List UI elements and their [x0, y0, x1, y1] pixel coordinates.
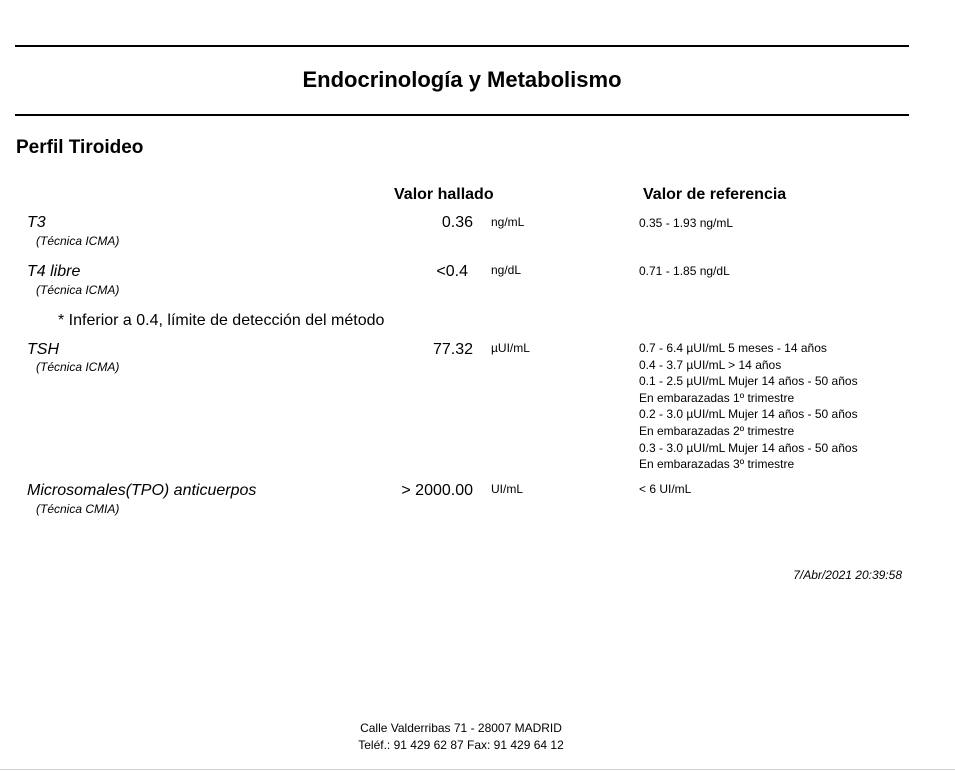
report-timestamp: 7/Abr/2021 20:39:58 [793, 568, 902, 582]
page-bottom-divider [0, 769, 955, 770]
test-unit: ng/dL [491, 263, 522, 277]
page-title: Endocrinología y Metabolismo [302, 67, 622, 92]
test-reference [639, 481, 691, 498]
test-reference [639, 340, 858, 473]
reference-line: 0.35 - 1.93 ng/mL [639, 216, 734, 230]
test-reference [639, 215, 733, 232]
reference-line: < 6 UI/mL [639, 482, 692, 496]
test-value: > 2000.00 [401, 482, 473, 499]
reference-line: 0.4 - 3.7 µUI/mL > 14 años [639, 357, 782, 372]
test-value: 0.36 [441, 214, 473, 231]
reference-line: 0.71 - 1.85 ng/dL [639, 264, 730, 278]
footer-phone: Teléf.: 91 429 62 87 Fax: 91 429 64 12 [358, 738, 564, 752]
section-title: Perfil Tiroideo [16, 137, 144, 158]
header-bottom-rule [15, 114, 909, 116]
reference-line: 0.3 - 3.0 µUI/mL Mujer 14 años - 50 años [639, 440, 858, 455]
test-technique: (Técnica ICMA) [36, 360, 120, 374]
test-value: 77.32 [432, 341, 473, 358]
test-unit: ng/mL [491, 215, 525, 229]
test-technique: (Técnica CMIA) [36, 502, 120, 516]
reference-line: 0.7 - 6.4 µUI/mL 5 meses - 14 años [639, 341, 827, 355]
reference-line: 0.1 - 2.5 µUI/mL Mujer 14 años - 50 años [639, 374, 858, 389]
test-technique: (Técnica ICMA) [36, 234, 120, 248]
test-name: T4 libre [27, 263, 81, 280]
test-value: <0.4 [436, 263, 468, 280]
test-technique: (Técnica ICMA) [36, 283, 120, 297]
column-header-reference: Valor de referencia [643, 186, 787, 203]
header-top-rule [15, 45, 909, 47]
footer-address: Calle Valderribas 71 - 28007 MADRID [360, 721, 562, 735]
test-unit: µUI/mL [491, 341, 530, 355]
column-header-found: Valor hallado [394, 186, 494, 203]
test-reference [639, 263, 730, 280]
test-name: TSH [27, 341, 59, 358]
reference-line: 0.2 - 3.0 µUI/mL Mujer 14 años - 50 años [639, 407, 858, 422]
reference-line: En embarazadas 3º trimestre [639, 457, 795, 472]
test-name: T3 [27, 214, 46, 231]
test-unit: UI/mL [491, 482, 524, 496]
reference-line: En embarazadas 1º trimestre [639, 390, 795, 405]
footer [0, 720, 922, 754]
test-name: Microsomales(TPO) anticuerpos [27, 482, 257, 499]
detection-limit-note: * Inferior a 0.4, límite de detección del método [58, 312, 385, 329]
reference-line: En embarazadas 2º trimestre [639, 423, 795, 438]
